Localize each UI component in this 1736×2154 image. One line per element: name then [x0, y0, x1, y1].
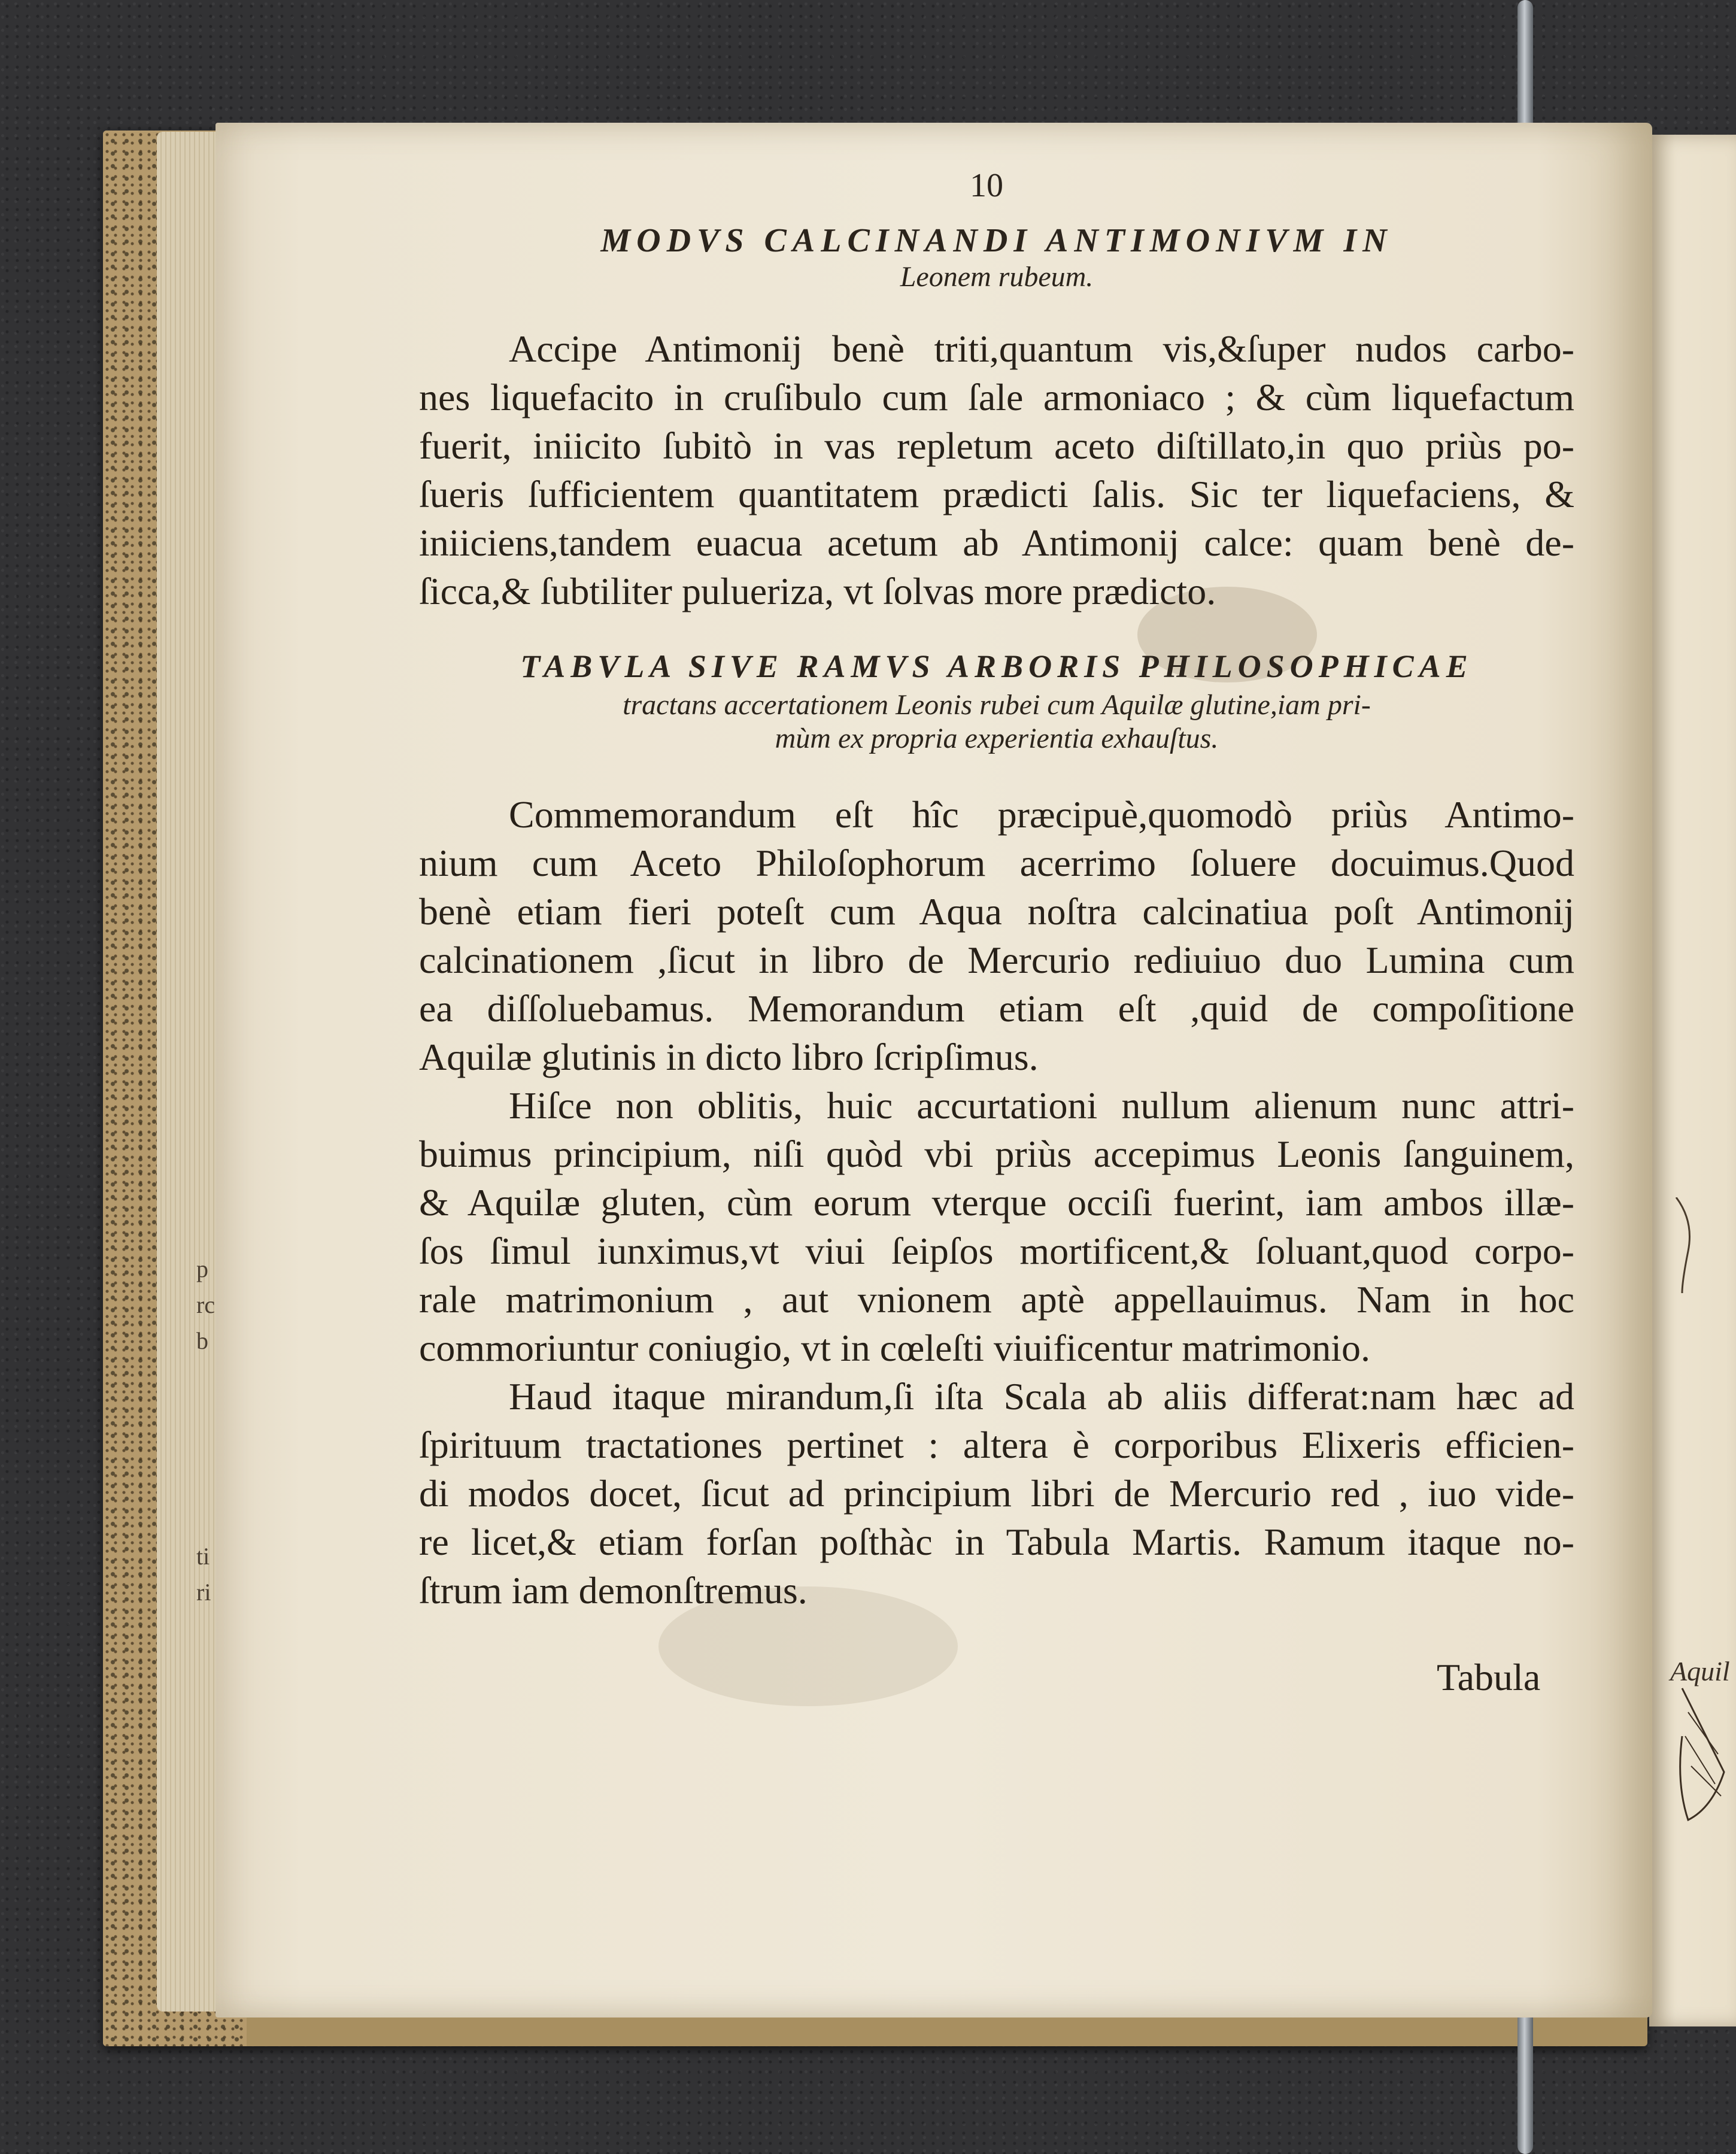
text-line: ſpirituum tractationes pertinet : altera è corporibus Elixeris efficien-: [419, 1424, 1574, 1466]
margin-letter: p: [196, 1255, 208, 1282]
text-line: benè etiam fieri poteſt cum Aqua noſtra calcinatiua poſt Antimonij: [419, 890, 1574, 933]
margin-letter: b: [196, 1327, 208, 1354]
text-line: ſueris ſufficientem quantitatem prædicti ſalis. Sic ter liquefaciens, &: [419, 473, 1574, 515]
text-line: re licet,& etiam forſan poſthàc in Tabula Martis. Ramum itaque no-: [419, 1521, 1574, 1563]
text-line: buimus principium, niſi quòd vbi priùs accepimus Leonis ſanguinem,: [419, 1133, 1574, 1175]
text-line: Haud itaque mirandum,ſi iſta Scala ab aliis differat:nam hæc ad: [509, 1375, 1574, 1418]
section-subheading: Leonem rubeum.: [900, 261, 1094, 293]
margin-letter: ti: [196, 1543, 210, 1570]
section-heading: MODVS CALCINANDI ANTIMONIVM IN: [600, 222, 1393, 259]
text-line: iniiciens,tandem euacua acetum ab Antimonij calce: quam benè de-: [419, 521, 1574, 564]
text-line: Hiſce non oblitis, huic accurtationi nullum alienum nunc attri-: [509, 1084, 1574, 1127]
text-line: nium cum Aceto Philoſophorum acerrimo ſoluere docuimus.Quod: [419, 842, 1574, 884]
text-line: Accipe Antimonij benè triti,quantum vis,&ſuper nudos carbo-: [509, 327, 1574, 370]
text-line: ſtrum iam demonſtremus.: [419, 1569, 808, 1612]
subheading-line: tractans accertationem Leonis rubei cum Aquilæ glutine,iam pri-: [623, 689, 1371, 721]
next-page-illustration: [1670, 1197, 1736, 1856]
page-number: 10: [970, 167, 1003, 204]
paragraph-calcination: [419, 324, 1574, 615]
text-line: commoriuntur coniugio, vt in cœleſti viuificentur matrimonio.: [419, 1327, 1371, 1369]
text-line: & Aquilæ gluten, cùm eorum vterque occiſi fuerint, iam ambos illæ-: [419, 1181, 1574, 1224]
next-page-word: Aquil: [1670, 1656, 1730, 1686]
text-line: calcinationem ,ſicut in libro de Mercurio rediuiuo duo Lumina cum: [419, 939, 1574, 981]
margin-fragments: [196, 1251, 215, 1610]
paragraph-hisce: [419, 1081, 1574, 1372]
catchword: Tabula: [1437, 1656, 1541, 1698]
text-line: nes liquefacito in cruſibulo cum ſale armoniaco ; & cùm liquefactum: [419, 376, 1574, 418]
text-line: ſicca,& ſubtiliter puluerіza, vt ſolvas more prædicto.: [419, 570, 1216, 612]
section-subheading: [419, 690, 1574, 754]
margin-letter: rc: [196, 1291, 216, 1318]
section-heading: TABVLA SIVE RAMVS ARBORIS PHILOSOPHICAE: [520, 648, 1473, 684]
text-line: ſos ſimul iunximus,vt viui ſeipſos mortificent,& ſoluant,quod corpo-: [419, 1230, 1574, 1272]
text-line: ea diſſoluebamus. Memorandum etiam eſt ,quid de compoſitione: [419, 987, 1574, 1030]
text-line: fuerit, iniicito ſubitò in vas repletum aceto diſtillato,in quo priùs po-: [419, 424, 1574, 467]
margin-letter: ri: [196, 1579, 211, 1606]
paragraph-commemorandum: [419, 790, 1574, 1081]
text-line: Commemorandum eſt hîc præcipuè,quomodò priùs Antimo-: [509, 793, 1574, 836]
text-line: Aquilæ glutinis in dicto libro ſcripſimus.: [419, 1036, 1039, 1078]
text-line: di modos docet, ſicut ad principium libri de Mercurio red , iuo vide-: [419, 1472, 1574, 1515]
text-line: rale matrimonium , aut vnionem aptè appellauimus. Nam in hoc: [419, 1278, 1574, 1321]
subheading-line: mùm ex propria experientia exhauſtus.: [775, 723, 1219, 755]
paragraph-haud-itaque: [419, 1372, 1574, 1615]
